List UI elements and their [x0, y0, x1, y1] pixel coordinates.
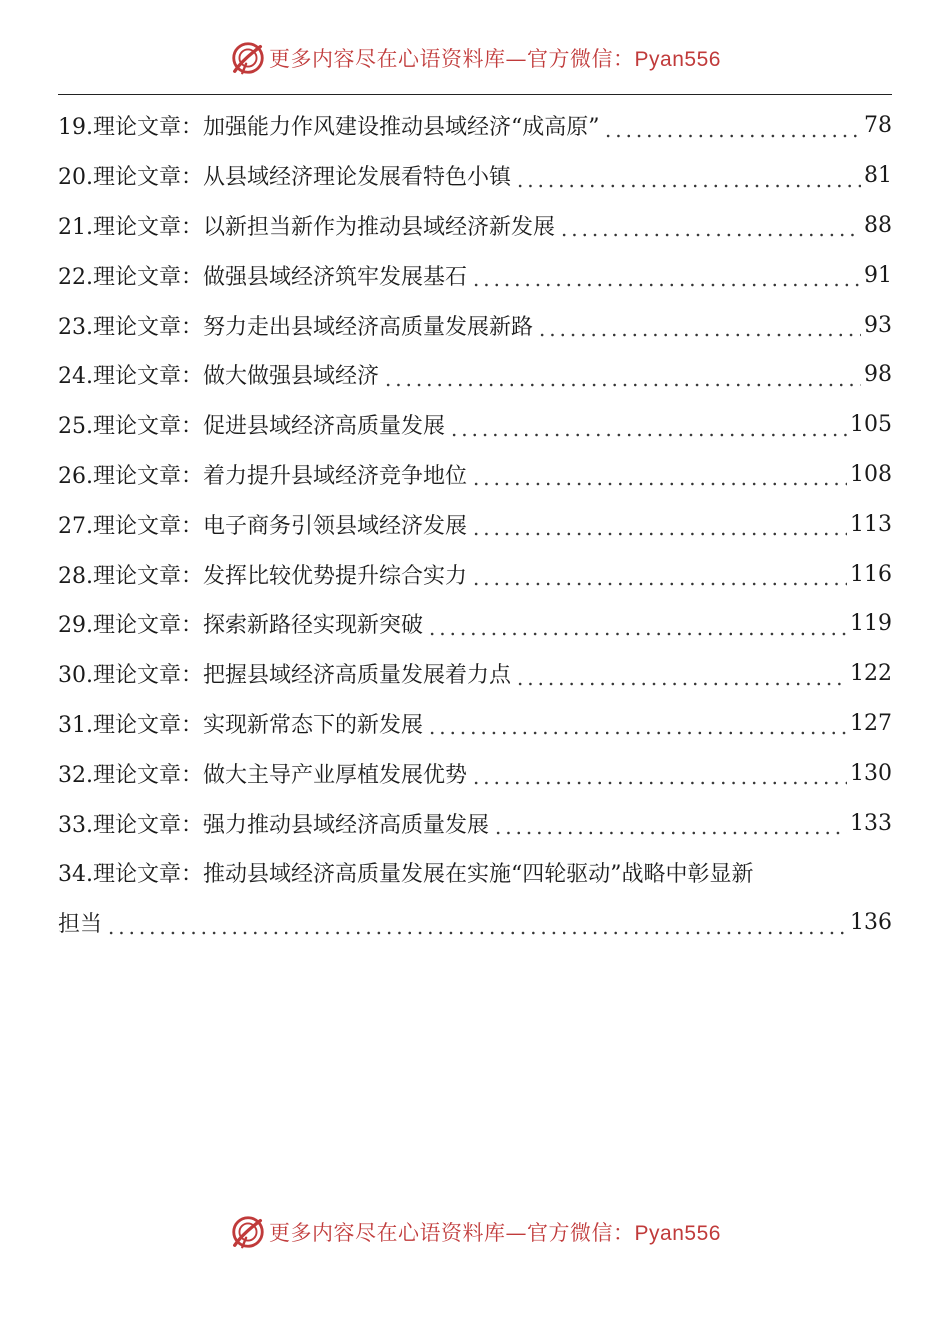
toc-page-number: 130 [850, 760, 892, 786]
toc-entry-title: 22.理论文章：做强县域经济筑牢发展基石 [58, 264, 467, 290]
toc-entry[interactable] [58, 101, 892, 151]
toc-entry[interactable] [58, 599, 892, 649]
toc-entry-title: 19.理论文章：加强能力作风建设推动县域经济“成高原” [58, 115, 600, 141]
toc-leader-dots [537, 324, 861, 338]
toc-entry[interactable] [58, 250, 892, 300]
toc-entry-title: 29.理论文章：探索新路径实现新突破 [58, 613, 423, 639]
toc-entry[interactable] [58, 151, 892, 201]
toc-entry-title-continued: 担当 [58, 912, 103, 938]
toc-page-number: 122 [850, 661, 892, 687]
toc-entry-title: 23.理论文章：努力走出县域经济高质量发展新路 [58, 314, 533, 340]
toc-page-number: 98 [864, 362, 892, 388]
toc-leader-dots [603, 125, 861, 139]
toc-leader-dots [559, 224, 861, 238]
logo-icon [229, 39, 267, 77]
footer-text: 更多内容尽在心语资料库—官方微信： [269, 1221, 635, 1245]
header-rule [58, 94, 892, 95]
toc-leader-dots [106, 922, 847, 936]
toc-leader-dots [471, 274, 861, 288]
logo-icon [229, 1213, 267, 1251]
toc-leader-dots [471, 772, 847, 786]
toc-leader-dots [471, 473, 847, 487]
header-wechat-id: Pyan556 [634, 48, 721, 71]
footer-banner [0, 1212, 950, 1252]
table-of-contents [58, 101, 892, 948]
toc-entry-title: 26.理论文章：着力提升县域经济竞争地位 [58, 463, 467, 489]
toc-entry-title: 31.理论文章：实现新常态下的新发展 [58, 712, 423, 738]
toc-entry-title: 32.理论文章：做大主导产业厚植发展优势 [58, 762, 467, 788]
toc-entry-title: 25.理论文章：促进县域经济高质量发展 [58, 414, 445, 440]
toc-entry-title: 30.理论文章：把握县域经济高质量发展着力点 [58, 663, 511, 689]
toc-entry[interactable] [58, 699, 892, 749]
toc-entry[interactable] [58, 450, 892, 500]
toc-leader-dots [471, 523, 847, 537]
toc-entry-title: 24.理论文章：做大做强县域经济 [58, 364, 379, 390]
header-banner [0, 38, 950, 78]
toc-entry-title: 33.理论文章：强力推动县域经济高质量发展 [58, 812, 489, 838]
toc-page-number: 119 [850, 611, 892, 637]
toc-page-number: 113 [850, 511, 892, 537]
toc-entry[interactable] [58, 649, 892, 699]
toc-page-number: 127 [850, 710, 892, 736]
footer-wechat-id: Pyan556 [634, 1222, 721, 1245]
toc-page-number: 81 [864, 163, 892, 189]
toc-leader-dots [427, 722, 847, 736]
toc-leader-dots [471, 573, 847, 587]
header-text: 更多内容尽在心语资料库—官方微信： [269, 47, 635, 71]
toc-leader-dots [493, 822, 847, 836]
toc-leader-dots [515, 175, 861, 189]
toc-entry[interactable] [58, 350, 892, 400]
toc-entry[interactable] [58, 848, 892, 948]
toc-entry[interactable] [58, 798, 892, 848]
toc-entry-title: 34.理论文章：推动县域经济高质量发展在实施“四轮驱动”战略中彰显新 [58, 862, 754, 888]
toc-leader-dots [515, 673, 847, 687]
toc-entry[interactable] [58, 748, 892, 798]
toc-page-number: 78 [864, 113, 892, 139]
toc-page-number: 88 [864, 212, 892, 238]
toc-page-number: 133 [850, 810, 892, 836]
toc-entry[interactable] [58, 499, 892, 549]
toc-leader-dots [449, 424, 847, 438]
toc-entry-title: 21.理论文章：以新担当新作为推动县域经济新发展 [58, 214, 555, 240]
toc-entry[interactable] [58, 201, 892, 251]
toc-page-number: 108 [850, 461, 892, 487]
toc-page-number: 93 [864, 312, 892, 338]
toc-entry-title: 20.理论文章：从县域经济理论发展看特色小镇 [58, 165, 511, 191]
toc-page-number: 105 [850, 412, 892, 438]
toc-entry-title: 28.理论文章：发挥比较优势提升综合实力 [58, 563, 467, 589]
toc-entry-title: 27.理论文章：电子商务引领县域经济发展 [58, 513, 467, 539]
toc-entry[interactable] [58, 549, 892, 599]
toc-page-number: 91 [864, 262, 892, 288]
toc-page-number: 136 [850, 910, 892, 936]
toc-entry[interactable] [58, 300, 892, 350]
toc-leader-dots [383, 374, 861, 388]
toc-leader-dots [427, 623, 847, 637]
toc-entry[interactable] [58, 400, 892, 450]
toc-page-number: 116 [850, 561, 892, 587]
